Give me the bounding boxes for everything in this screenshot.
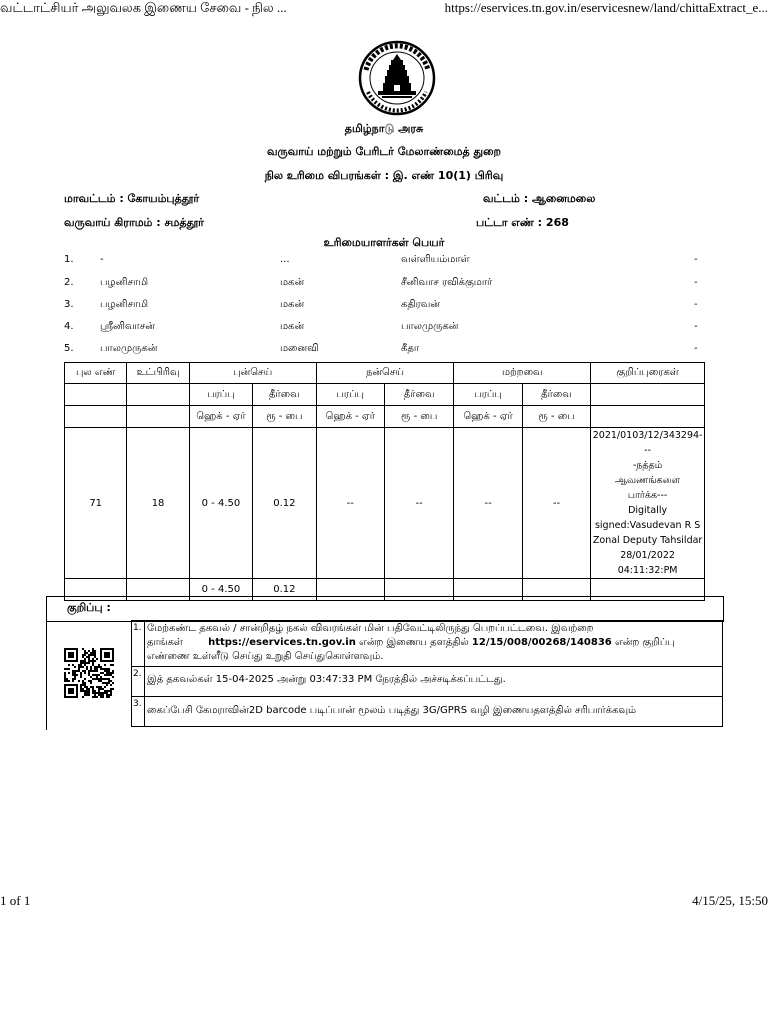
cell-punjai-assessment: 0.12	[253, 428, 316, 579]
note-item	[132, 621, 723, 667]
patta-number: பட்டா எண் : 268	[476, 216, 569, 229]
remarks-line: signed:Vasudevan R S	[594, 520, 701, 531]
owner-extra: -	[694, 254, 698, 265]
owner-extra: -	[694, 343, 698, 354]
owner-name: வள்ளியம்மாள்	[401, 254, 470, 265]
owner-relation: மகன்	[280, 299, 305, 310]
subheader-area: பரப்பு	[316, 384, 384, 406]
owner-father: ஸ்ரீனிவாசன்	[100, 321, 155, 332]
note-text: தாங்கள்	[147, 637, 183, 648]
owner-row	[64, 299, 704, 315]
remarks-line: 2021/0103/12/343294---	[592, 430, 703, 456]
header-nanjai: நன்செய்	[316, 363, 454, 384]
doc-title: நில உரிமை விபரங்கள் : இ. எண் 10(1) பிரிவு	[264, 169, 504, 182]
note-number: 1.	[132, 621, 145, 667]
owner-no: 2.	[64, 277, 74, 288]
table-subheader-row	[65, 384, 705, 406]
note-text: என்ற இணைய தளத்தில்	[355, 637, 472, 648]
verification-link[interactable]: https://eservices.tn.gov.in	[208, 637, 356, 648]
header-subdivision: உட்பிரிவு	[127, 363, 189, 384]
cell-nanjai-area: --	[316, 428, 384, 579]
header-survey-no: புல எண்	[65, 363, 127, 384]
cell-survey-no: 71	[65, 428, 127, 579]
gov-name: தமிழ்நாடு அரசு	[344, 122, 424, 135]
owner-father: பழனிசாமி	[100, 299, 149, 310]
owner-relation: மகன்	[280, 321, 305, 332]
note-text: இத் தகவல்கள் 15-04-2025 அன்று 03:47:33 PM நேரத்தில் அச்சடிக்கப்பட்டது.	[145, 667, 723, 697]
owner-relation: மனைவி	[280, 343, 319, 354]
owner-no: 3.	[64, 299, 74, 310]
owner-no: 5.	[64, 343, 74, 354]
header-others: மற்றவை	[454, 363, 591, 384]
print-header-url: https://eservices.tn.gov.in/eservicesnew/land/chittaExtract_e...	[444, 0, 768, 15]
owner-extra: -	[694, 321, 698, 332]
notes-title: குறிப்பு :	[67, 601, 111, 614]
taluk-label: வட்டம் : ஆனைமலை	[483, 192, 596, 205]
remarks-line: ஆவணங்களை	[615, 475, 681, 486]
note-number: 2.	[132, 667, 145, 697]
note-text: மேற்கண்ட தகவல் / சான்றிதழ் நகல் விவரங்கள் மின் பதிவேட்டிலிருந்து பெறப்பட்டவை. இவற்றை	[147, 623, 594, 634]
notes-table	[131, 620, 723, 727]
owner-relation: மகன்	[280, 277, 305, 288]
print-header-title: வட்டாட்சியர் அலுவலக இணைய சேவை - நில ...	[0, 0, 287, 15]
remarks-line: 28/01/2022	[620, 550, 675, 561]
owner-no: 4.	[64, 321, 74, 332]
owner-father: -	[100, 254, 104, 265]
owners-title: உரிமையாளர்கள் பெயர்	[323, 236, 445, 249]
notes-header	[46, 596, 724, 622]
reference-code: 12/15/008/00268/140836	[471, 637, 612, 648]
department-name: வருவாய் மற்றும் பேரிடர் மேலாண்மைத் துறை	[267, 145, 501, 158]
owner-name: கதிரவன்	[401, 299, 441, 310]
table-row	[65, 428, 705, 579]
subheader-assessment: தீர்வை	[253, 384, 316, 406]
land-details-table	[64, 362, 705, 601]
owner-father: பழனிசாமி	[100, 277, 149, 288]
cell-subdivision: 18	[127, 428, 189, 579]
table-header-row	[65, 363, 705, 384]
remarks-line: -நத்தம்	[632, 460, 663, 471]
table-units-row	[65, 406, 705, 428]
remarks-line: 04:11:32:PM	[617, 565, 678, 576]
total-punjai-assessment: 0.12	[253, 579, 316, 601]
subheader-area: பரப்பு	[454, 384, 522, 406]
owner-row	[64, 343, 704, 359]
print-footer-datetime: 4/15/25, 15:50	[692, 893, 768, 908]
header-punjai: புன்செய்	[189, 363, 316, 384]
owner-extra: -	[694, 277, 698, 288]
owner-father: பாலமுருகன்	[100, 343, 158, 354]
subheader-assessment: தீர்வை	[384, 384, 453, 406]
unit-money: ரூ - பை	[384, 406, 453, 428]
print-footer-page: 1 of 1	[0, 893, 31, 908]
owner-no: 1.	[64, 254, 74, 265]
owner-row	[64, 321, 704, 337]
unit-area: ஹெக் - ஏர்	[454, 406, 522, 428]
owner-name: கீதா	[401, 343, 420, 354]
owner-extra: -	[694, 299, 698, 310]
qr-code-icon	[64, 648, 114, 698]
owner-row	[64, 254, 704, 270]
cell-others-assessment: --	[522, 428, 590, 579]
note-item	[132, 697, 723, 727]
owner-name: பாலமுருகன்	[401, 321, 459, 332]
owner-name: சீனிவாச ரவிக்குமார்	[401, 277, 493, 288]
note-text: கைப்பேசி கேமராவின்2D barcode படிப்பான் மூலம் படித்து 3G/GPRS வழி இணையதளத்தில் சரிபார்க்கவும்	[145, 697, 723, 727]
owner-relation: ...	[280, 254, 290, 265]
cell-nanjai-assessment: --	[384, 428, 453, 579]
note-text: எண்ணை உள்ளீடு செய்து உறுதி செய்துகொள்ளவும்.	[147, 651, 384, 662]
owner-row	[64, 277, 704, 293]
subheader-area: பரப்பு	[189, 384, 252, 406]
total-punjai-area: 0 - 4.50	[189, 579, 252, 601]
cell-remarks	[591, 428, 705, 579]
emblem-icon	[358, 40, 436, 116]
note-text: என்ற குறிப்பு	[611, 637, 675, 648]
unit-money: ரூ - பை	[522, 406, 590, 428]
remarks-line: பார்க்க---	[627, 490, 668, 501]
note-item	[132, 667, 723, 697]
unit-money: ரூ - பை	[253, 406, 316, 428]
header-remarks: குறிப்புரைகள்	[591, 363, 705, 384]
note-number: 3.	[132, 697, 145, 727]
subheader-assessment: தீர்வை	[522, 384, 590, 406]
unit-area: ஹெக் - ஏர்	[189, 406, 252, 428]
cell-others-area: --	[454, 428, 522, 579]
village-label: வருவாய் கிராமம் : சமத்தூர்	[64, 216, 204, 229]
remarks-line: Digitally	[628, 505, 668, 516]
unit-area: ஹெக் - ஏர்	[316, 406, 384, 428]
district-label: மாவட்டம் : கோயம்புத்தூர்	[64, 192, 200, 205]
cell-punjai-area: 0 - 4.50	[189, 428, 252, 579]
remarks-line: Zonal Deputy Tahsildar	[592, 535, 703, 546]
